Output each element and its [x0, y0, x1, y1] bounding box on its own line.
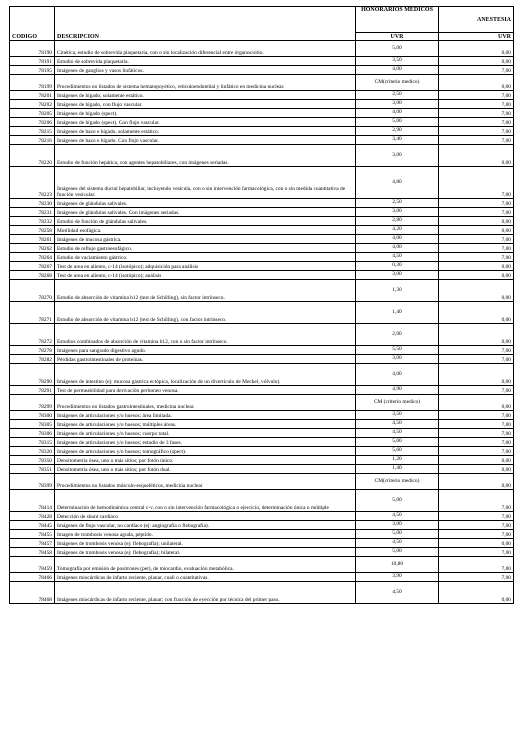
anestesia-cell: 7,00 — [439, 208, 514, 217]
honorarios-cell: 4,50 — [356, 582, 439, 604]
code-cell: 78264 — [10, 253, 55, 262]
description-cell: Cinética, estudio de sobrevida plaquetaria, con o sin localización diferencial entre órganos/sitio. — [55, 41, 356, 57]
table-row — [10, 244, 514, 253]
description-cell: Estudios combinados de absorción de vitamina b12, con o sin factor intrínseco. — [55, 324, 356, 346]
honorarios-cell: 4,50 — [356, 539, 439, 548]
honorarios-cell: 4,00 — [356, 244, 439, 253]
anestesia-cell: 0,00 — [439, 465, 514, 474]
code-cell: 78291 — [10, 386, 55, 395]
code-cell: 78300 — [10, 411, 55, 420]
table-row — [10, 521, 514, 530]
description-cell: Motilidad esofágica. — [55, 226, 356, 235]
table-row — [10, 386, 514, 395]
description-cell: Estudio de absorción de vitamina b12 (test de Schilling), con factor intrínseco. — [55, 302, 356, 324]
code-cell: 78201 — [10, 91, 55, 100]
honorarios-cell: 1,30 — [356, 280, 439, 302]
description-cell: Imágenes miocárdicas de infarto reciente, planar; con fracción de eyección por técnica del primer paso. — [55, 582, 356, 604]
anestesia-cell: 0,00 — [439, 302, 514, 324]
code-cell: 78215 — [10, 127, 55, 136]
honorarios-cell: 4,20 — [356, 226, 439, 235]
description-cell: Procedimientos no listados músculo-esqueléticos, medicina nuclear — [55, 474, 356, 490]
table-row — [10, 145, 514, 167]
code-cell: 78466 — [10, 573, 55, 582]
table-row — [10, 395, 514, 411]
table-row — [10, 75, 514, 91]
code-cell: 78457 — [10, 539, 55, 548]
anestesia-cell: 7,00 — [439, 66, 514, 75]
description-cell: Imágenes de articulaciones y/o huesos; tomográfico (spect). — [55, 447, 356, 456]
table-row — [10, 548, 514, 557]
table-row — [10, 302, 514, 324]
table-row — [10, 253, 514, 262]
honorarios-cell: 2,50 — [356, 91, 439, 100]
honorarios-cell: 4,50 — [356, 429, 439, 438]
anestesia-cell: 7,00 — [439, 447, 514, 456]
anestesia-cell: 0,00 — [439, 271, 514, 280]
header-anestesia: ANESTESIA — [439, 7, 514, 33]
anestesia-cell: 7,00 — [439, 548, 514, 557]
table-row — [10, 199, 514, 208]
table-row — [10, 490, 514, 512]
honorarios-cell: 3,00 — [356, 100, 439, 109]
anestesia-cell: 7,00 — [439, 420, 514, 429]
honorarios-cell: 3,50 — [356, 57, 439, 66]
table-row — [10, 127, 514, 136]
fee-rows — [10, 41, 514, 604]
code-cell: 78271 — [10, 302, 55, 324]
honorarios-cell: 3,00 — [356, 521, 439, 530]
code-cell: 78455 — [10, 530, 55, 539]
anestesia-cell: 7,00 — [439, 490, 514, 512]
honorarios-cell: 2,50 — [356, 199, 439, 208]
table-row — [10, 235, 514, 244]
code-cell: 78223 — [10, 167, 55, 199]
anestesia-cell: 0,00 — [439, 57, 514, 66]
table-row — [10, 429, 514, 438]
description-cell: Imágenes para sangrado digestivo agudo. — [55, 346, 356, 355]
table-row — [10, 582, 514, 604]
honorarios-cell: 5,50 — [356, 346, 439, 355]
table-row — [10, 118, 514, 127]
anestesia-cell: 0,00 — [439, 280, 514, 302]
code-cell: 78230 — [10, 199, 55, 208]
description-cell: Imágenes de articulaciones y/o huesos; estudio de 3 fases. — [55, 438, 356, 447]
anestesia-cell: 7,00 — [439, 235, 514, 244]
table-row — [10, 100, 514, 109]
anestesia-cell: 0,00 — [439, 145, 514, 167]
anestesia-cell: 0,00 — [439, 226, 514, 235]
honorarios-cell: 5,00 — [356, 41, 439, 57]
description-cell: Imágenes de hígado (spect). — [55, 109, 356, 118]
code-cell: 78261 — [10, 235, 55, 244]
table-row — [10, 530, 514, 539]
honorarios-cell: 3,00 — [356, 271, 439, 280]
honorarios-cell: 5,00 — [356, 118, 439, 127]
table-row — [10, 364, 514, 386]
table-row — [10, 438, 514, 447]
anestesia-cell: 0,00 — [439, 474, 514, 490]
anestesia-cell: 0,00 — [439, 217, 514, 226]
anestesia-cell: 7,00 — [439, 530, 514, 539]
header-codigo: CODIGO — [10, 7, 55, 41]
honorarios-cell: 3,00 — [356, 145, 439, 167]
table-row — [10, 217, 514, 226]
code-cell: 78258 — [10, 226, 55, 235]
description-cell: Estudio de sobrevida plaquetaria. — [55, 57, 356, 66]
honorarios-cell: CM (criterio medico) — [356, 395, 439, 411]
description-cell: Imágenes de articulaciones y/o huesos; área limitada. — [55, 411, 356, 420]
table-row — [10, 465, 514, 474]
code-cell: 78351 — [10, 465, 55, 474]
honorarios-cell: 2,80 — [356, 217, 439, 226]
table-row — [10, 91, 514, 100]
code-cell: 78320 — [10, 447, 55, 456]
code-cell: 78267 — [10, 262, 55, 271]
honorarios-cell: CM(criterio medico) — [356, 75, 439, 91]
anestesia-cell: 0,00 — [439, 539, 514, 548]
description-cell: Imágenes de ganglios y vasos linfáticos. — [55, 66, 356, 75]
code-cell: 78445 — [10, 521, 55, 530]
description-cell: Pérdidas gastrointestinales de proteínas. — [55, 355, 356, 364]
description-cell: Imágenes del sistema ductal hepatobiliar, incluyendo vesícula, con o sin intervención farmacológica, con o sin medida cuantitativa de función vesicular. — [55, 167, 356, 199]
table-row — [10, 411, 514, 420]
honorarios-cell: 5,60 — [356, 447, 439, 456]
description-cell: Imágenes de articulaciones y/o huesos; múltiples áreas. — [55, 420, 356, 429]
honorarios-cell: 4,00 — [356, 364, 439, 386]
code-cell: 78220 — [10, 145, 55, 167]
description-cell: Imágenes de glándulas salivales. Con imágenes seriadas. — [55, 208, 356, 217]
table-row — [10, 573, 514, 582]
code-cell: 78262 — [10, 244, 55, 253]
anestesia-cell: 7,00 — [439, 429, 514, 438]
honorarios-cell: 4,50 — [356, 253, 439, 262]
code-cell: 78459 — [10, 557, 55, 573]
description-cell: Estudio de absorción de vitamina b12 (test de Schilling), sin factor intrínseco. — [55, 280, 356, 302]
honorarios-cell: 2,90 — [356, 127, 439, 136]
table-row — [10, 324, 514, 346]
table-row — [10, 420, 514, 429]
honorarios-cell: 3,00 — [356, 208, 439, 217]
honorarios-cell: 2,00 — [356, 324, 439, 346]
anestesia-cell: 7,00 — [439, 521, 514, 530]
table-row — [10, 280, 514, 302]
description-cell: Imágenes miocárdicas de infarto reciente, planar, cuali o cuantitativas. — [55, 573, 356, 582]
anestesia-cell: 7,00 — [439, 438, 514, 447]
header-honorarios: HONORARIOS MEDICOS — [356, 7, 439, 33]
anestesia-cell: 7,00 — [439, 386, 514, 395]
anestesia-cell: 0,00 — [439, 262, 514, 271]
anestesia-cell: 0,00 — [439, 364, 514, 386]
anestesia-cell: 7,00 — [439, 346, 514, 355]
anestesia-cell: 7,00 — [439, 411, 514, 420]
table-row — [10, 226, 514, 235]
honorarios-cell: 5,00 — [356, 530, 439, 539]
description-cell: Imágenes de articulaciones y/o huesos; cuerpo total. — [55, 429, 356, 438]
anestesia-cell: 0,00 — [439, 75, 514, 91]
description-cell: Imágenes de glándulas salivales. — [55, 199, 356, 208]
description-cell: Test de permeabilidad para derivación peritoneo venosa. — [55, 386, 356, 395]
honorarios-cell: 3,00 — [356, 355, 439, 364]
honorarios-cell: 4,80 — [356, 167, 439, 199]
code-cell: 78190 — [10, 41, 55, 57]
anestesia-cell: 7,00 — [439, 118, 514, 127]
anestesia-cell: 0,00 — [439, 41, 514, 57]
table-row — [10, 557, 514, 573]
anestesia-cell: 7,00 — [439, 557, 514, 573]
code-cell: 78428 — [10, 512, 55, 521]
honorarios-cell: 3,90 — [356, 573, 439, 582]
description-cell: Estudio de función hepática, con agentes hepatobiliares, con imágenes seriadas. — [55, 145, 356, 167]
honorarios-cell: 1,20 — [356, 456, 439, 465]
description-cell: Imagen de trombosis venosa aguda, péptido. — [55, 530, 356, 539]
honorarios-cell: CM(criterio medico) — [356, 474, 439, 490]
table-row — [10, 208, 514, 217]
code-cell: 78202 — [10, 100, 55, 109]
table-row — [10, 41, 514, 57]
anestesia-cell: 0,00 — [439, 456, 514, 465]
honorarios-cell: 5,00 — [356, 438, 439, 447]
anestesia-cell: 7,00 — [439, 199, 514, 208]
description-cell: Estudio de reflujo gastroesofágico. — [55, 244, 356, 253]
honorarios-cell: 4,00 — [356, 235, 439, 244]
code-cell: 78232 — [10, 217, 55, 226]
header-uvr-honorarios: UVR — [356, 33, 439, 41]
code-cell: 78299 — [10, 395, 55, 411]
fee-schedule-table — [9, 6, 514, 604]
table-row — [10, 109, 514, 118]
honorarios-cell: 3,40 — [356, 136, 439, 145]
header-descripcion: DESCRIPCION — [55, 7, 356, 41]
table-row — [10, 136, 514, 145]
description-cell: Imágenes de bazo e hígado. Con flujo vascular. — [55, 136, 356, 145]
description-cell: Imágenes de intestino (ej: mucosa gástrica ectópica, localización de un divertículo de Meckel, vólvulo). — [55, 364, 356, 386]
anestesia-cell: 7,00 — [439, 573, 514, 582]
description-cell: Densitometría ósea, uno o más sitios; por fotón único. — [55, 456, 356, 465]
anestesia-cell: 7,00 — [439, 512, 514, 521]
table-row — [10, 539, 514, 548]
anestesia-cell: 7,00 — [439, 253, 514, 262]
table-row — [10, 512, 514, 521]
code-cell: 78305 — [10, 420, 55, 429]
description-cell: Estudio de función de glándulas salivales. — [55, 217, 356, 226]
honorarios-cell: 4,00 — [356, 109, 439, 118]
anestesia-cell: 0,00 — [439, 582, 514, 604]
anestesia-cell: 7,00 — [439, 136, 514, 145]
code-cell: 78216 — [10, 136, 55, 145]
code-cell: 78195 — [10, 66, 55, 75]
honorarios-cell: 4,50 — [356, 512, 439, 521]
anestesia-cell: 7,00 — [439, 100, 514, 109]
description-cell: Test de urea en aliento, c-14 (isotópico); adquisición para análisis — [55, 262, 356, 271]
anestesia-cell: 7,00 — [439, 355, 514, 364]
table-row — [10, 346, 514, 355]
table-row — [10, 271, 514, 280]
code-cell: 78205 — [10, 109, 55, 118]
anestesia-cell: 7,00 — [439, 109, 514, 118]
code-cell: 78290 — [10, 364, 55, 386]
honorarios-cell: 1,40 — [356, 302, 439, 324]
description-cell: Procedimientos no listados gastrointestinales, medicina nuclear. — [55, 395, 356, 411]
honorarios-cell: 4,50 — [356, 420, 439, 429]
code-cell: 78282 — [10, 355, 55, 364]
description-cell: Imágenes de hígado, solamente estático. — [55, 91, 356, 100]
description-cell: Test de urea en aliento, c-14 (isotópico); análisis — [55, 271, 356, 280]
description-cell: Imágenes de trombosis venosa (ej: flebografía); unilateral. — [55, 539, 356, 548]
code-cell: 78270 — [10, 280, 55, 302]
honorarios-cell: 0,30 — [356, 262, 439, 271]
code-cell: 78468 — [10, 582, 55, 604]
description-cell: Determinación de hemodinámica central c-v, con o sin intervención farmacológica o ejercicio, determinación única o múltiple — [55, 490, 356, 512]
anestesia-cell: 0,00 — [439, 395, 514, 411]
description-cell: Procedimientos no listados de sistema hematopoyético, reticuloendotelial y linfático en medicina nuclear. — [55, 75, 356, 91]
honorarios-cell: 10,80 — [356, 557, 439, 573]
code-cell: 78350 — [10, 456, 55, 465]
anestesia-cell: 0,00 — [439, 324, 514, 346]
code-cell: 78268 — [10, 271, 55, 280]
table-row — [10, 355, 514, 364]
code-cell: 78458 — [10, 548, 55, 557]
description-cell: Imágenes de flujo vascular, no cardíaco (ej: angiografía o flebografía). — [55, 521, 356, 530]
honorarios-cell: 5,00 — [356, 490, 439, 512]
anestesia-cell: 7,00 — [439, 244, 514, 253]
description-cell: Tomografía por emisión de positrones (pet), de miocardio, evaluación metabólica. — [55, 557, 356, 573]
anestesia-cell: 7,00 — [439, 91, 514, 100]
code-cell: 78191 — [10, 57, 55, 66]
code-cell: 78272 — [10, 324, 55, 346]
table-row — [10, 447, 514, 456]
honorarios-cell: 5,00 — [356, 548, 439, 557]
table-row — [10, 474, 514, 490]
code-cell: 78231 — [10, 208, 55, 217]
table-row — [10, 262, 514, 271]
description-cell: Detección de shunt cardíaco — [55, 512, 356, 521]
honorarios-cell: 4,00 — [356, 66, 439, 75]
header-uvr-anestesia: UVR — [439, 33, 514, 41]
anestesia-cell: 7,00 — [439, 127, 514, 136]
table-row — [10, 66, 514, 75]
description-cell: Estudio de vaciamiento gástrico. — [55, 253, 356, 262]
code-cell: 78199 — [10, 75, 55, 91]
description-cell: Densitometría ósea, uno o más sitios; por fotón dual. — [55, 465, 356, 474]
description-cell: Imágenes de hígado, con flujo vascular. — [55, 100, 356, 109]
anestesia-cell: 7,00 — [439, 167, 514, 199]
description-cell: Imágenes de trombosis venosa (ej: flebografía); bilateral. — [55, 548, 356, 557]
honorarios-cell: 3,50 — [356, 411, 439, 420]
code-cell: 78414 — [10, 490, 55, 512]
fee-schedule-page — [9, 6, 511, 604]
table-row — [10, 57, 514, 66]
code-cell: 78306 — [10, 429, 55, 438]
code-cell: 78399 — [10, 474, 55, 490]
description-cell: Imágenes de bazo e hígado, solamente estático. — [55, 127, 356, 136]
description-cell: Imágenes de hígado (spect). Con flujo vascular. — [55, 118, 356, 127]
code-cell: 78315 — [10, 438, 55, 447]
table-row — [10, 167, 514, 199]
code-cell: 78278 — [10, 346, 55, 355]
honorarios-cell: 4,90 — [356, 386, 439, 395]
code-cell: 78206 — [10, 118, 55, 127]
description-cell: Imágenes de mucosa gástrica. — [55, 235, 356, 244]
honorarios-cell: 1,40 — [356, 465, 439, 474]
table-row — [10, 456, 514, 465]
